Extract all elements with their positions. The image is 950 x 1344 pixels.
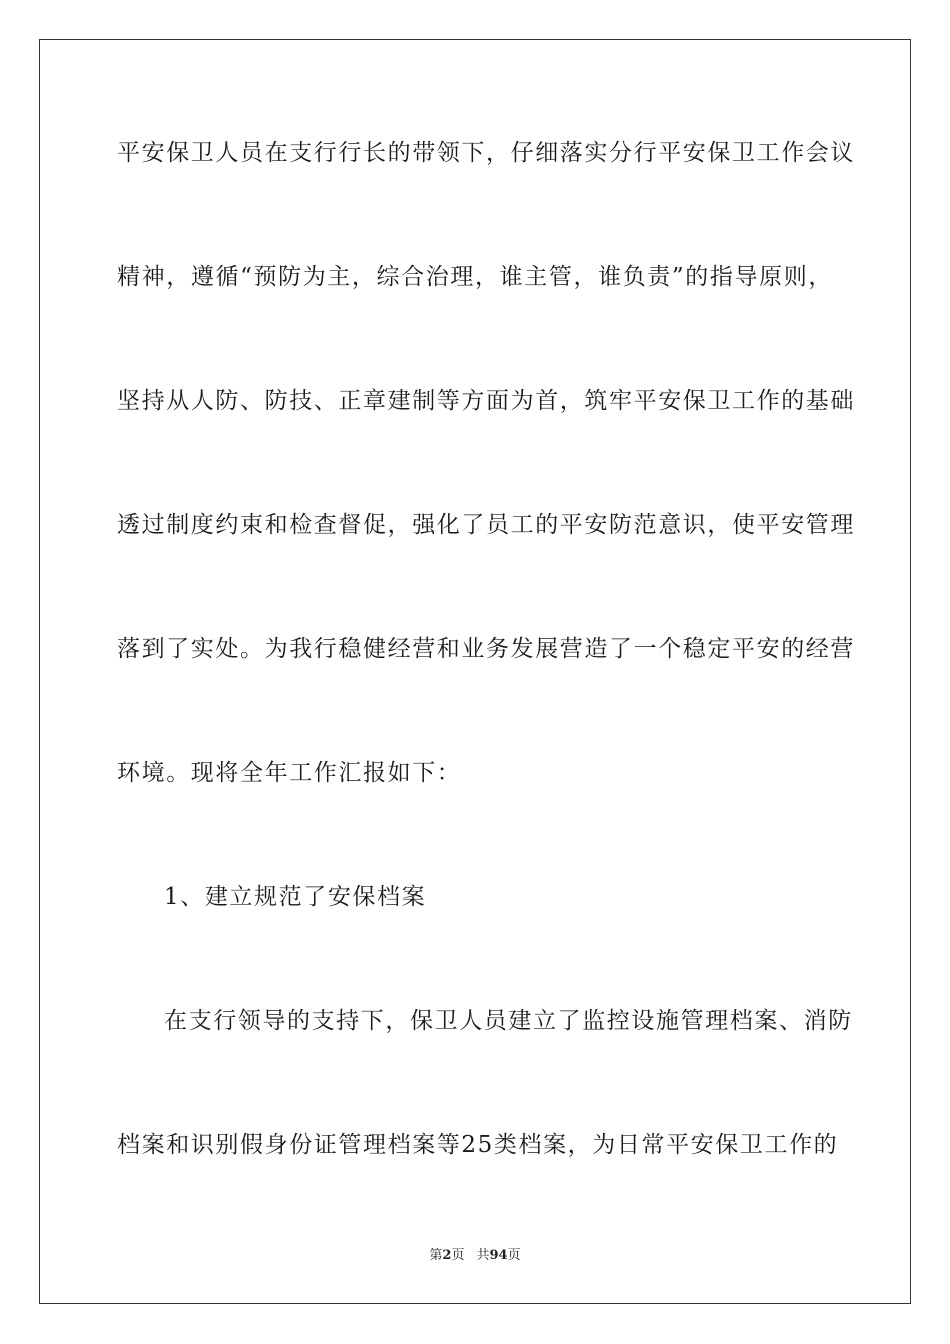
section-heading: 1、建立规范了安保档案 xyxy=(164,884,427,910)
page-number: 2 xyxy=(442,1248,452,1263)
body-text-line: 透过制度约束和检查督促，强化了员工的平安防范意识，使平安管理 xyxy=(117,512,855,538)
body-text-line: 坚持从人防、防技、正章建制等方面为首，筑牢平安保卫工作的基础 xyxy=(117,388,855,414)
body-text-line: 精神，遵循“预防为主，综合治理，谁主管，谁负责”的指导原则， xyxy=(117,264,833,290)
page-suffix: 页 xyxy=(451,1248,465,1263)
total-prefix: 共 xyxy=(476,1248,490,1263)
body-text-line: 档案和识别假身份证管理档案等25类档案，为日常平安保卫工作的 xyxy=(117,1132,839,1158)
page-border xyxy=(39,39,911,1304)
total-pages: 94 xyxy=(489,1248,508,1263)
page-prefix: 第 xyxy=(429,1248,443,1263)
page-footer xyxy=(0,1247,950,1265)
body-text-line: 落到了实处。为我行稳健经营和业务发展营造了一个稳定平安的经营 xyxy=(117,636,855,662)
total-suffix: 页 xyxy=(507,1248,521,1263)
body-text-line: 环境。现将全年工作汇报如下： xyxy=(117,760,462,786)
body-text-line: 在支行领导的支持下，保卫人员建立了监控设施管理档案、消防 xyxy=(164,1008,853,1034)
body-text-line: 平安保卫人员在支行行长的带领下，仔细落实分行平安保卫工作会议 xyxy=(117,140,855,166)
